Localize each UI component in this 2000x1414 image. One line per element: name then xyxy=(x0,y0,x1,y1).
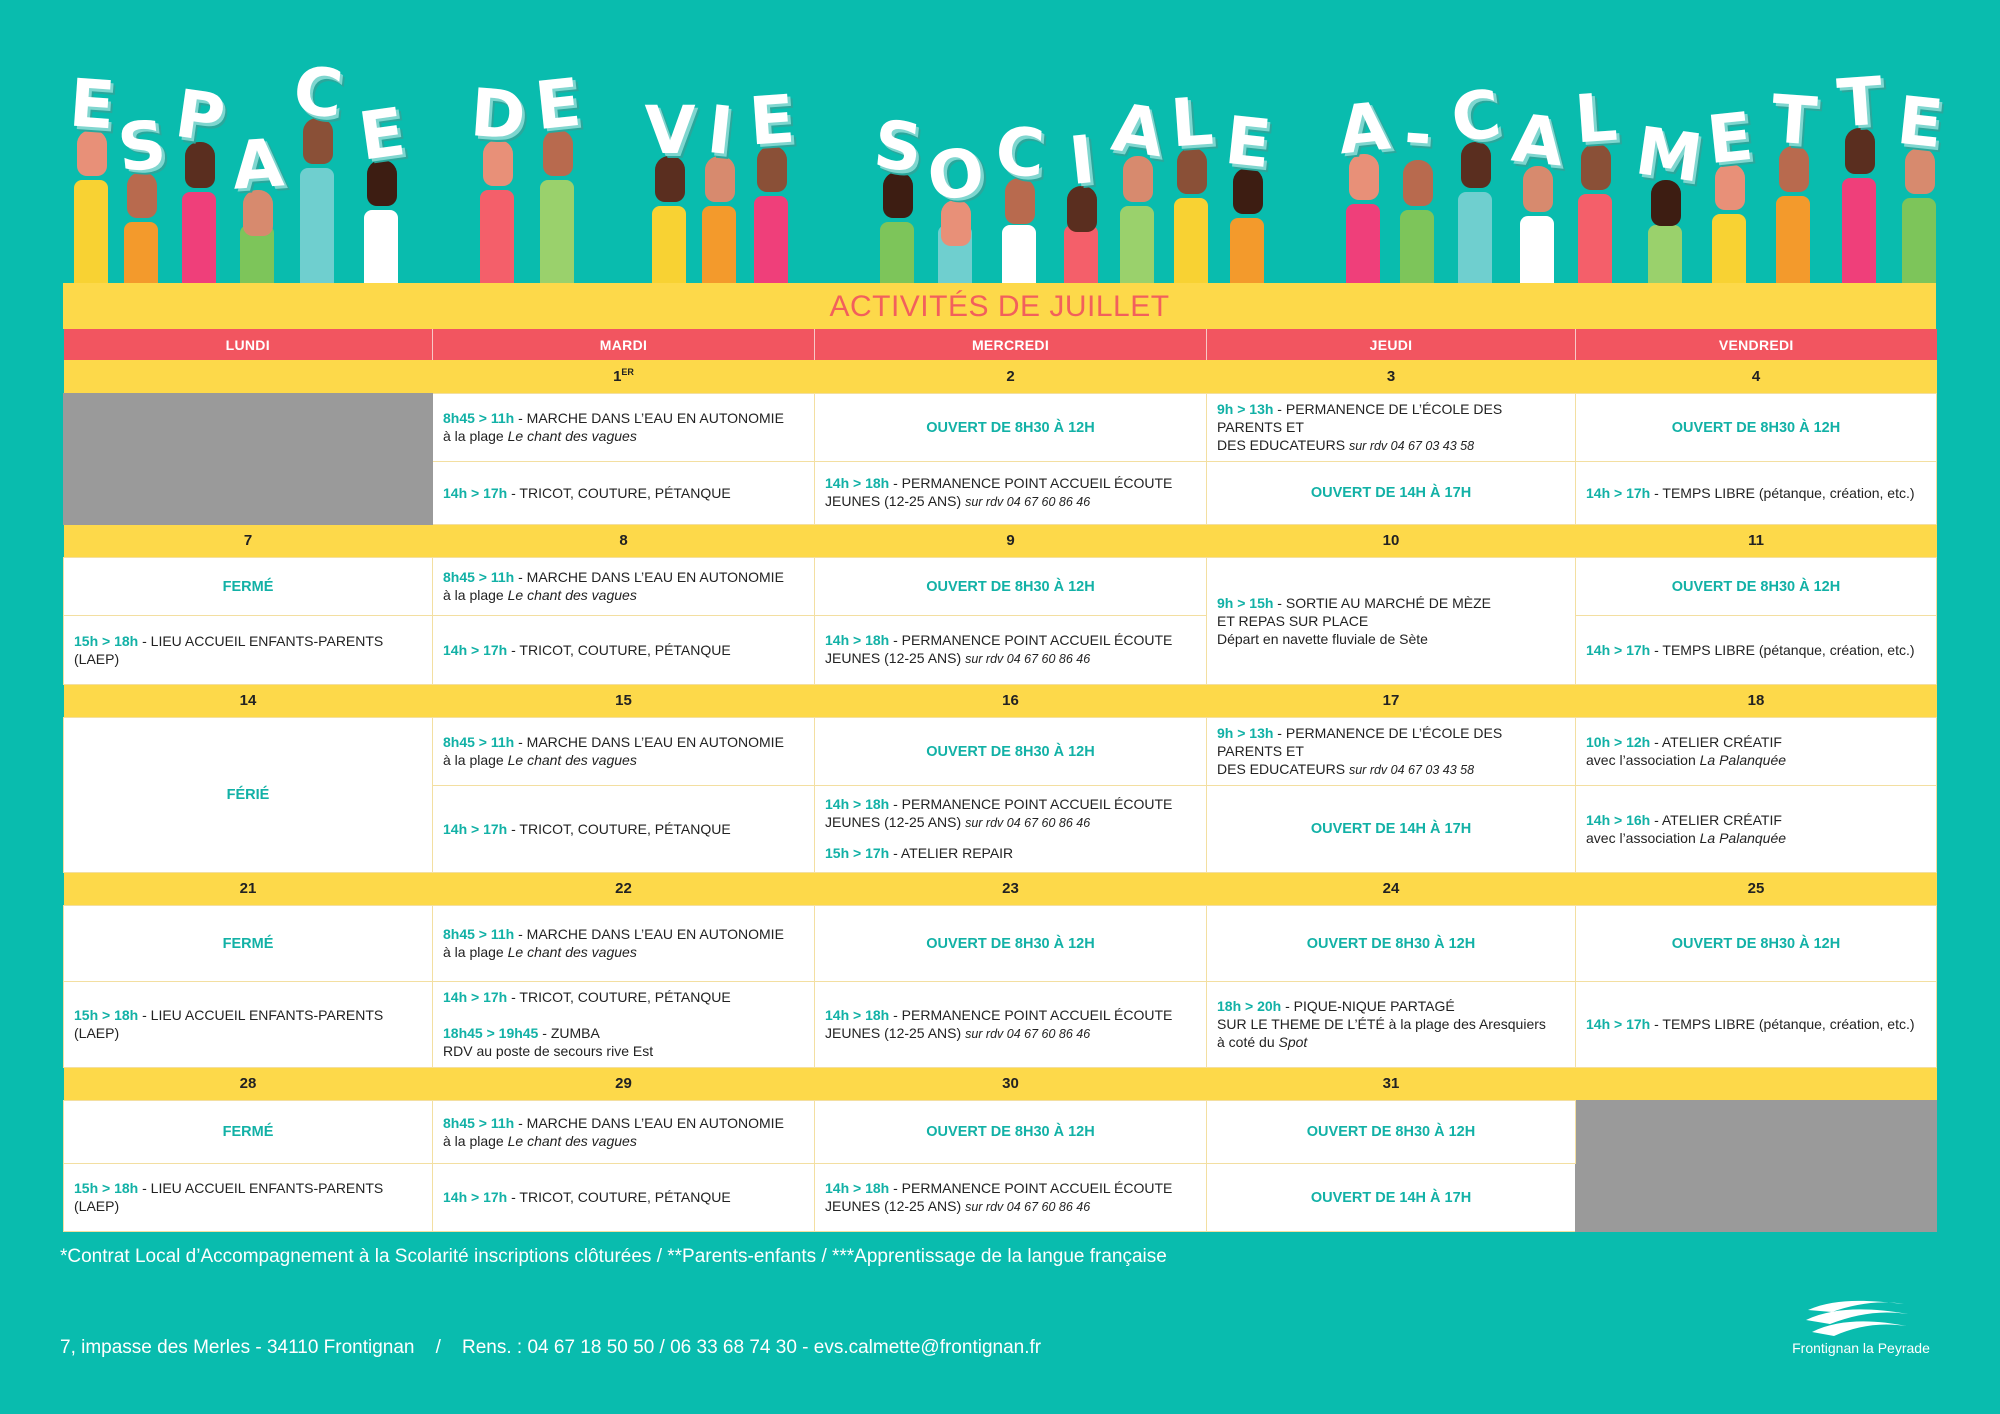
activity-detail: DES EDUCATEURS xyxy=(1217,436,1349,453)
arm-sleeve xyxy=(1578,194,1612,285)
title-letter: A xyxy=(229,124,287,205)
opening-hours: OUVERT DE 8H30 À 12H xyxy=(926,935,1095,952)
activity-text: LIEU ACCUEIL ENFANTS-PARENTS (LAEP) xyxy=(74,1180,384,1214)
activity-text: PERMANENCE DE L’ÉCOLE DES PARENTS ET xyxy=(1217,400,1503,435)
july-calendar xyxy=(63,283,1936,1232)
opening-cell xyxy=(1207,905,1576,981)
weekday-header: MARDI xyxy=(433,329,815,360)
weekday-header: JEUDI xyxy=(1207,329,1576,360)
appointment-phone: sur rdv 04 67 60 86 46 xyxy=(965,495,1091,509)
opening-cell xyxy=(1576,557,1937,615)
activity-text: MARCHE DANS L’EAU EN AUTONOMIE xyxy=(526,734,784,750)
activity-text: PIQUE-NIQUE PARTAGÉ xyxy=(1293,998,1455,1014)
opening-hours: OUVERT DE 14H À 17H xyxy=(1310,821,1472,837)
closed-label: FERMÉ xyxy=(222,1124,274,1140)
arm-sleeve xyxy=(1346,204,1380,285)
activity-text: ZUMBA xyxy=(550,1025,600,1041)
weekday-header: LUNDI xyxy=(64,329,433,360)
date-cell: 4 xyxy=(1576,360,1937,393)
date-cell: 3 xyxy=(1207,360,1576,393)
title-letter: V xyxy=(644,92,696,169)
activity-text: TRICOT, COUTURE, PÉTANQUE xyxy=(519,820,731,837)
activity-detail: JEUNES (12-25 ANS) xyxy=(825,493,966,509)
opening-hours: OUVERT DE 14H À 17H xyxy=(1310,485,1472,501)
activity-time: 8h45 > 11h xyxy=(443,1114,515,1131)
arm-sleeve xyxy=(1712,214,1746,285)
closed-cell xyxy=(64,1100,433,1163)
activity-place: Le chant des vagues xyxy=(507,587,637,603)
closed-cell xyxy=(64,557,433,615)
appointment-phone: sur rdv 04 67 03 43 58 xyxy=(1348,438,1475,453)
date-cell: 10 xyxy=(1207,524,1576,557)
appointment-phone: sur rdv 04 67 60 86 46 xyxy=(965,816,1091,830)
date-cell: 22 xyxy=(433,872,815,905)
activity-cell: 8h45 > 11h - MARCHE DANS L’EAU EN AUTONOMIE à la plage Le chant des vagues xyxy=(433,1100,815,1163)
empty-day-cell xyxy=(64,393,433,524)
activity-detail: ET REPAS SUR PLACE xyxy=(1217,612,1369,629)
appointment-phone: sur rdv 04 67 60 86 46 xyxy=(965,652,1091,666)
activity-cell: 14h > 18h - PERMANENCE POINT ACCUEIL ÉCOUTE JEUNES (12-25 ANS) sur rdv 04 67 60 86 46 xyxy=(815,1163,1207,1231)
activity-time: 14h > 18h xyxy=(825,796,890,812)
morning-row xyxy=(64,393,1937,461)
date-cell: 2 xyxy=(815,360,1207,393)
title-letter: E xyxy=(746,80,798,161)
activity-text: ATELIER CRÉATIF xyxy=(1661,811,1782,828)
weekday-header-row xyxy=(64,329,1937,360)
opening-cell xyxy=(1207,1100,1576,1163)
activity-place: Spot xyxy=(1278,1034,1308,1050)
arm-sleeve xyxy=(124,222,158,285)
activity-text: TRICOT, COUTURE, PÉTANQUE xyxy=(519,484,731,501)
date-cell: 30 xyxy=(815,1067,1207,1100)
date-cell: 11 xyxy=(1576,524,1937,557)
activity-cell: 14h > 17h - TEMPS LIBRE (pétanque, création, etc.) xyxy=(1576,461,1937,524)
activity-detail: RDV au poste de secours rive Est xyxy=(443,1043,654,1059)
date-cell: 16 xyxy=(815,684,1207,717)
holiday-label: FÉRIÉ xyxy=(226,787,270,803)
logo-text: Frontignan la Peyrade xyxy=(1792,1340,1930,1356)
activity-detail: à la plage xyxy=(443,428,508,444)
date-cell: 21 xyxy=(64,872,433,905)
activity-time: 18h > 20h xyxy=(1217,998,1282,1014)
opening-hours: OUVERT DE 8H30 À 12H xyxy=(926,419,1095,436)
activity-cell: 9h > 13h - PERMANENCE DE L’ÉCOLE DES PARENTS ET DES EDUCATEURS sur rdv 04 67 03 43 58 xyxy=(1207,393,1576,461)
activity-text: PERMANENCE POINT ACCUEIL ÉCOUTE xyxy=(901,1006,1173,1023)
activity-cell: 14h > 17h - TRICOT, COUTURE, PÉTANQUE 18h45 > 19h45 - ZUMBA RDV au poste de secours rive Est xyxy=(433,981,815,1067)
activity-text: PERMANENCE POINT ACCUEIL ÉCOUTE xyxy=(901,475,1173,491)
activity-detail: SUR LE THEME DE L’ÉTÉ à la plage des Aresquiers xyxy=(1217,1016,1546,1032)
activity-place: Le chant des vagues xyxy=(507,752,637,768)
activity-detail: DES EDUCATEURS xyxy=(1217,760,1349,777)
date-row xyxy=(64,684,1937,717)
opening-hours: OUVERT DE 8H30 À 12H xyxy=(1671,935,1841,952)
activity-cell: 8h45 > 11h - MARCHE DANS L’EAU EN AUTONOMIE à la plage Le chant des vagues xyxy=(433,717,815,785)
activity-cell: 14h > 17h - TRICOT, COUTURE, PÉTANQUE xyxy=(433,461,815,524)
activity-text: ATELIER CRÉATIF xyxy=(1661,734,1782,750)
activity-time: 8h45 > 11h xyxy=(443,734,515,750)
arm-sleeve xyxy=(1064,225,1098,285)
activity-cell: 9h > 15h - SORTIE AU MARCHÉ DE MÈZE ET REPAS SUR PLACE Départ en navette fluviale de Sète xyxy=(1207,557,1576,684)
appointment-phone: sur rdv 04 67 03 43 58 xyxy=(1348,762,1475,777)
activity-cell: 14h > 18h - PERMANENCE POINT ACCUEIL ÉCOUTE JEUNES (12-25 ANS) sur rdv 04 67 60 86 46 xyxy=(815,981,1207,1067)
activity-cell: 14h > 18h - PERMANENCE POINT ACCUEIL ÉCOUTE JEUNES (12-25 ANS) sur rdv 04 67 60 86 46 xyxy=(815,461,1207,524)
date-cell: 23 xyxy=(815,872,1207,905)
opening-cell xyxy=(815,557,1207,615)
activity-text: PERMANENCE POINT ACCUEIL ÉCOUTE xyxy=(901,796,1173,812)
activity-text: SORTIE AU MARCHÉ DE MÈZE xyxy=(1285,594,1491,611)
opening-cell xyxy=(815,1100,1207,1163)
title-letter: I xyxy=(703,90,737,171)
morning-row xyxy=(64,905,1937,981)
date-cell: 29 xyxy=(433,1067,815,1100)
title-letter: E xyxy=(1221,101,1275,184)
morning-row xyxy=(64,717,1937,785)
title-letter: L xyxy=(1168,82,1216,163)
title-letter: T xyxy=(1834,62,1886,143)
date-cell: 18 xyxy=(1576,684,1937,717)
afternoon-row xyxy=(64,615,1937,684)
activity-text: LIEU ACCUEIL ENFANTS-PARENTS (LAEP) xyxy=(74,632,384,667)
activity-time: 14h > 18h xyxy=(825,1179,890,1196)
activity-text: TEMPS LIBRE (pétanque, création, etc.) xyxy=(1662,641,1915,658)
activity-text: TRICOT, COUTURE, PÉTANQUE xyxy=(519,989,731,1005)
activity-cell: 15h > 18h - LIEU ACCUEIL ENFANTS-PARENTS (LAEP) xyxy=(64,1163,433,1231)
title-letter: E xyxy=(1703,97,1757,180)
activity-time: 14h > 18h xyxy=(825,1006,890,1023)
activity-detail: à la plage xyxy=(443,752,508,768)
date-cell xyxy=(1576,1067,1937,1100)
activity-place: Le chant des vagues xyxy=(507,944,637,960)
calendar-title: ACTIVITÉS DE JUILLET xyxy=(63,283,1936,329)
footnote: *Contrat Local d’Accompagnement à la Scolarité inscriptions clôturées / **Parents-enfants / ***Apprentissage de la langue française xyxy=(60,1246,1167,1267)
activity-place: La Palanquée xyxy=(1699,752,1787,768)
title-letter: L xyxy=(1572,78,1620,159)
title-letter: S xyxy=(870,105,926,188)
activity-cell: 14h > 17h - TEMPS LIBRE (pétanque, création, etc.) xyxy=(1576,615,1937,684)
activity-time: 15h > 18h xyxy=(74,1007,139,1023)
opening-hours: OUVERT DE 8H30 À 12H xyxy=(926,578,1095,595)
arm-sleeve xyxy=(1648,225,1682,285)
activity-detail: à coté du xyxy=(1217,1034,1279,1050)
activity-cell: 14h > 18h - PERMANENCE POINT ACCUEIL ÉCOUTE JEUNES (12-25 ANS) sur rdv 04 67 60 86 46 xyxy=(815,615,1207,684)
activity-detail: JEUNES (12-25 ANS) xyxy=(825,1197,966,1214)
activity-cell: 9h > 13h - PERMANENCE DE L’ÉCOLE DES PARENTS ET DES EDUCATEURS sur rdv 04 67 03 43 58 xyxy=(1207,717,1576,785)
opening-hours: OUVERT DE 8H30 À 12H xyxy=(1671,419,1841,436)
title-letter: S xyxy=(114,105,170,188)
activity-cell: 14h > 16h - ATELIER CRÉATIF avec l’association La Palanquée xyxy=(1576,785,1937,872)
arm-sleeve xyxy=(1230,218,1264,285)
activity-text: TRICOT, COUTURE, PÉTANQUE xyxy=(519,1189,731,1205)
activity-time: 14h > 17h xyxy=(443,820,508,837)
activity-text: PERMANENCE POINT ACCUEIL ÉCOUTE xyxy=(901,632,1173,648)
date-cell: 8 xyxy=(433,524,815,557)
activity-text: PERMANENCE DE L’ÉCOLE DES PARENTS ET xyxy=(1217,724,1503,759)
activity-place: Le chant des vagues xyxy=(507,428,637,444)
opening-cell xyxy=(815,393,1207,461)
activity-time: 14h > 17h xyxy=(443,641,508,658)
arm-sleeve xyxy=(364,210,398,285)
activity-cell: 8h45 > 11h - MARCHE DANS L’EAU EN AUTONOMIE à la plage Le chant des vagues xyxy=(433,557,815,615)
activity-time: 18h45 > 19h45 xyxy=(443,1025,539,1041)
title-letter: E xyxy=(66,64,118,145)
opening-cell xyxy=(1576,905,1937,981)
arm-sleeve xyxy=(300,168,334,285)
activity-time: 14h > 18h xyxy=(825,632,890,648)
date-cell: 17 xyxy=(1207,684,1576,717)
date-cell xyxy=(433,360,815,393)
opening-hours: OUVERT DE 14H À 17H xyxy=(1310,1189,1472,1206)
morning-row xyxy=(64,557,1937,615)
title-letter: P xyxy=(170,75,230,158)
frontignan-logo xyxy=(1776,1296,1946,1362)
activity-cell: 8h45 > 11h - MARCHE DANS L’EAU EN AUTONOMIE à la plage Le chant des vagues xyxy=(433,905,815,981)
activity-detail: avec l’association xyxy=(1586,752,1700,768)
activity-text: MARCHE DANS L’EAU EN AUTONOMIE xyxy=(526,1114,784,1131)
holiday-cell xyxy=(64,717,433,872)
title-letter: M xyxy=(1631,112,1707,198)
activity-detail: à la plage xyxy=(443,944,508,960)
arm-sleeve xyxy=(1842,178,1876,285)
title-letter: C xyxy=(289,51,347,134)
activity-cell: 18h > 20h - PIQUE-NIQUE PARTAGÉ SUR LE THEME DE L’ÉTÉ à la plage des Aresquiers à coté du Spot xyxy=(1207,981,1576,1067)
activity-place: Le chant des vagues xyxy=(507,1132,637,1149)
activity-text: MARCHE DANS L’EAU EN AUTONOMIE xyxy=(526,926,784,942)
title-letter: A xyxy=(1508,99,1568,182)
date-cell: 15 xyxy=(433,684,815,717)
arm-sleeve xyxy=(74,180,108,285)
title-letter: A xyxy=(1107,88,1169,173)
appointment-phone: sur rdv 04 67 60 86 46 xyxy=(965,1026,1091,1041)
arm-sleeve xyxy=(702,206,736,285)
appointment-phone: sur rdv 04 67 60 86 46 xyxy=(965,1199,1091,1214)
activity-time: 14h > 17h xyxy=(443,1189,508,1205)
opening-cell xyxy=(1207,461,1576,524)
date-cell: 31 xyxy=(1207,1067,1576,1100)
arm-sleeve xyxy=(1902,198,1936,285)
arm-sleeve xyxy=(754,196,788,285)
arm-sleeve xyxy=(1174,198,1208,285)
date-cell: 9 xyxy=(815,524,1207,557)
activity-cell: 15h > 18h - LIEU ACCUEIL ENFANTS-PARENTS (LAEP) xyxy=(64,615,433,684)
activity-text: LIEU ACCUEIL ENFANTS-PARENTS (LAEP) xyxy=(74,1007,384,1041)
activity-time: 14h > 17h xyxy=(1586,641,1651,658)
weekday-header: MERCREDI xyxy=(815,329,1207,360)
arm-sleeve xyxy=(1458,192,1492,285)
title-letter: E xyxy=(354,93,410,176)
title-letter: E xyxy=(1893,81,1947,164)
activity-time: 15h > 17h xyxy=(825,845,890,861)
opening-cell xyxy=(1207,785,1576,872)
activity-time: 14h > 17h xyxy=(443,484,508,501)
date-cell: 7 xyxy=(64,524,433,557)
date-row xyxy=(64,524,1937,557)
arm-sleeve xyxy=(1002,225,1036,285)
title-letter: E xyxy=(531,63,585,146)
opening-hours: OUVERT DE 8H30 À 12H xyxy=(1671,578,1841,595)
date-row xyxy=(64,360,1937,393)
activity-time: 9h > 13h xyxy=(1217,400,1274,417)
date-number: 1 xyxy=(613,368,622,386)
title-letter: C xyxy=(1446,75,1506,159)
title-letter: T xyxy=(1768,80,1820,161)
weekday-header: VENDREDI xyxy=(1576,329,1937,360)
arm-sleeve xyxy=(1120,206,1154,285)
title-letter: A xyxy=(1334,87,1394,170)
activity-detail: Départ en navette fluviale de Sète xyxy=(1217,630,1428,647)
activity-time: 14h > 18h xyxy=(825,475,890,491)
activity-text: MARCHE DANS L’EAU EN AUTONOMIE xyxy=(526,569,784,585)
empty-day-cell xyxy=(1576,1100,1937,1231)
activity-cell: 8h45 > 11h - MARCHE DANS L’EAU EN AUTONOMIE à la plage Le chant des vagues xyxy=(433,393,815,461)
activity-detail: à la plage xyxy=(443,1132,508,1149)
date-cell: 14 xyxy=(64,684,433,717)
activity-text: MARCHE DANS L’EAU EN AUTONOMIE xyxy=(526,410,784,426)
opening-cell xyxy=(1207,1163,1576,1231)
activity-text: ATELIER REPAIR xyxy=(900,845,1014,861)
activity-cell: 14h > 17h - TRICOT, COUTURE, PÉTANQUE xyxy=(433,615,815,684)
activity-time: 8h45 > 11h xyxy=(443,926,515,942)
activity-time: 8h45 > 11h xyxy=(443,410,515,426)
activity-cell: 14h > 18h - PERMANENCE POINT ACCUEIL ÉCOUTE JEUNES (12-25 ANS) sur rdv 04 67 60 86 46 15h > 17h - ATELIER REPAIR xyxy=(815,785,1207,872)
date-cell: 24 xyxy=(1207,872,1576,905)
activity-time: 14h > 16h xyxy=(1586,811,1651,828)
title-letter: C xyxy=(993,112,1047,193)
activity-detail: à la plage xyxy=(443,587,508,603)
activity-text: PERMANENCE POINT ACCUEIL ÉCOUTE xyxy=(901,1179,1173,1196)
title-letter: I xyxy=(1065,120,1099,201)
opening-cell xyxy=(1576,393,1937,461)
activity-time: 10h > 12h xyxy=(1586,734,1651,750)
closed-label: FERMÉ xyxy=(222,578,274,595)
activity-time: 15h > 18h xyxy=(74,632,139,649)
contact-address: 7, impasse des Merles - 34110 Frontignan / Rens. : 04 67 18 50 50 / 06 33 68 74 30 - evs.calmette@frontignan.fr xyxy=(60,1337,1042,1358)
activity-time: 8h45 > 11h xyxy=(443,569,515,585)
activity-cell: 14h > 17h - TRICOT, COUTURE, PÉTANQUE xyxy=(433,785,815,872)
arm-sleeve xyxy=(1520,216,1554,285)
activity-time: 9h > 13h xyxy=(1217,724,1274,741)
activity-text: TEMPS LIBRE (pétanque, création, etc.) xyxy=(1662,1016,1915,1032)
arm-sleeve xyxy=(1776,196,1810,285)
activity-cell: 15h > 18h - LIEU ACCUEIL ENFANTS-PARENTS (LAEP) xyxy=(64,981,433,1067)
opening-hours: OUVERT DE 8H30 À 12H xyxy=(1306,935,1476,952)
activity-place: La Palanquée xyxy=(1699,829,1787,846)
activity-cell: 14h > 17h - TEMPS LIBRE (pétanque, création, etc.) xyxy=(1576,981,1937,1067)
arm-sleeve xyxy=(480,190,514,285)
activity-detail: JEUNES (12-25 ANS) xyxy=(825,814,966,830)
activity-detail: JEUNES (12-25 ANS) xyxy=(825,1024,966,1041)
arm-sleeve xyxy=(540,180,574,285)
arm-sleeve xyxy=(182,192,216,285)
activity-time: 14h > 17h xyxy=(1586,484,1651,501)
opening-hours: OUVERT DE 8H30 À 12H xyxy=(926,1124,1095,1140)
activity-text: TRICOT, COUTURE, PÉTANQUE xyxy=(519,641,731,658)
title-letter: - xyxy=(1401,95,1435,174)
opening-cell xyxy=(815,905,1207,981)
activity-text: TEMPS LIBRE (pétanque, création, etc.) xyxy=(1662,484,1915,501)
activity-time: 14h > 17h xyxy=(1586,1016,1651,1032)
arm-sleeve xyxy=(652,206,686,285)
closed-label: FERMÉ xyxy=(222,935,274,952)
activity-detail: avec l’association xyxy=(1586,829,1700,846)
waves-icon xyxy=(1776,1296,1946,1340)
closed-cell xyxy=(64,905,433,981)
activity-time: 15h > 18h xyxy=(74,1180,139,1196)
morning-row xyxy=(64,1100,1937,1163)
activity-time: 14h > 17h xyxy=(443,989,508,1005)
opening-cell xyxy=(815,717,1207,785)
opening-hours: OUVERT DE 8H30 À 12H xyxy=(1306,1124,1476,1140)
calendar-table xyxy=(63,329,1937,1232)
activity-cell: 10h > 12h - ATELIER CRÉATIF avec l’association La Palanquée xyxy=(1576,717,1937,785)
activity-detail: JEUNES (12-25 ANS) xyxy=(825,650,966,666)
date-cell xyxy=(64,360,433,393)
opening-hours: OUVERT DE 8H30 À 12H xyxy=(926,743,1095,760)
title-letter: D xyxy=(468,74,529,155)
date-suffix: ER xyxy=(621,367,634,378)
date-row xyxy=(64,1067,1937,1100)
date-cell: 25 xyxy=(1576,872,1937,905)
date-cell: 28 xyxy=(64,1067,433,1100)
arm-sleeve xyxy=(880,222,914,285)
header-banner xyxy=(0,0,2000,285)
title-letter: O xyxy=(922,132,990,217)
date-row xyxy=(64,872,1937,905)
afternoon-row xyxy=(64,981,1937,1067)
activity-cell: 14h > 17h - TRICOT, COUTURE, PÉTANQUE xyxy=(433,1163,815,1231)
arm-sleeve xyxy=(1400,210,1434,285)
activity-time: 9h > 15h xyxy=(1217,594,1274,611)
